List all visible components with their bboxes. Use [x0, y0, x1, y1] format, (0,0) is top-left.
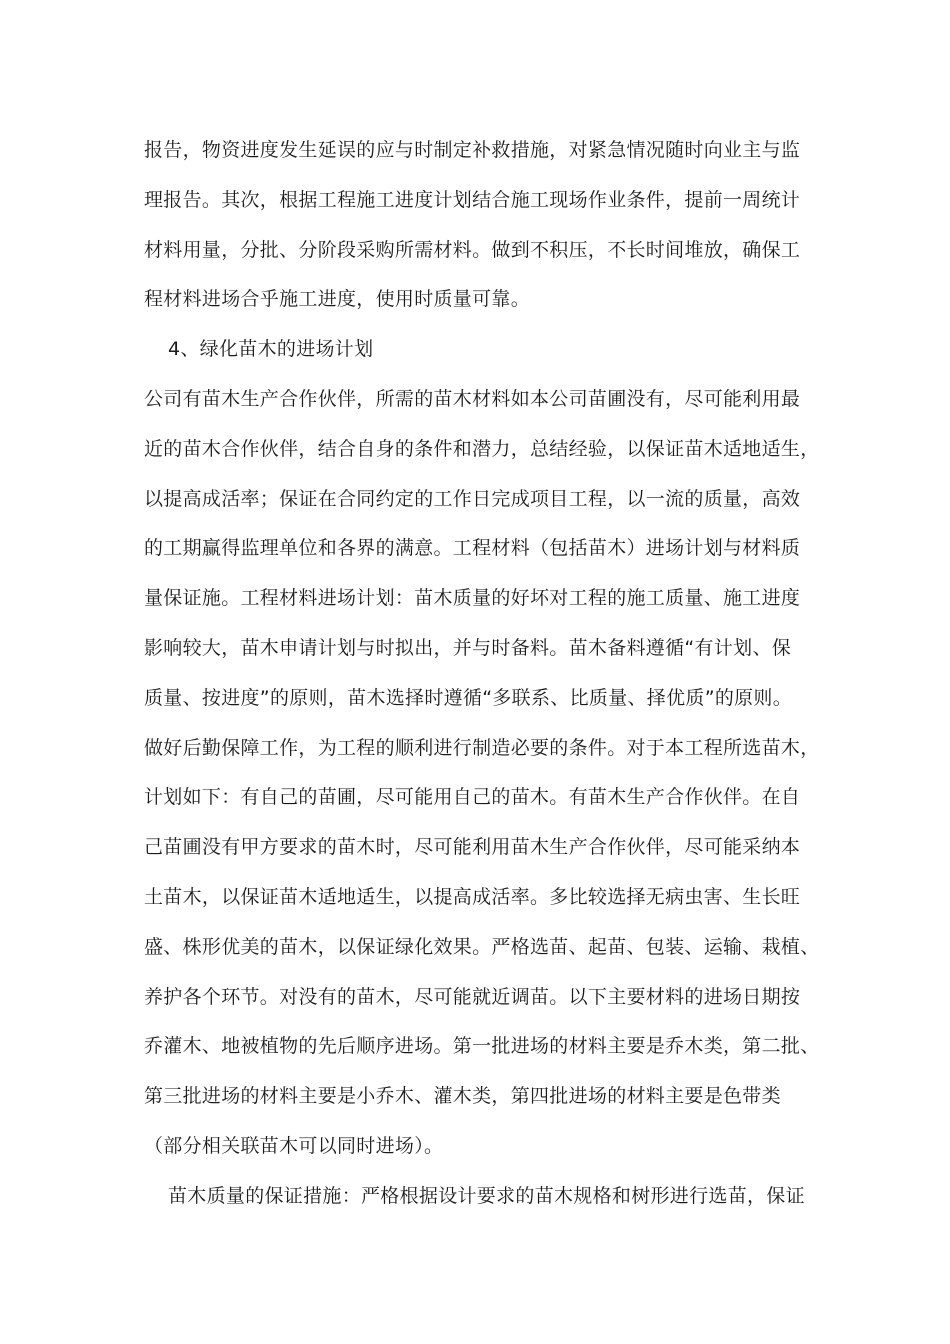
text-line-18: 养护各个环节。对没有的苗木，尽可能就近调苗。以下主要材料的进场日期按	[144, 986, 801, 1008]
section-heading: 4、绿化苗木的进场计划	[168, 338, 374, 360]
text-line-17: 盛、株形优美的苗木，以保证绿化效果。严格选苗、起苗、包装、运输、栽植、	[144, 936, 820, 958]
text-line-10: 量保证施。工程材料进场计划：苗木质量的好坏对工程的施工质量、施工进度	[144, 587, 801, 609]
text-line-9: 的工期赢得监理单位和各界的满意。工程材料（包括苗木）进场计划与材料质	[144, 537, 801, 559]
text-line-22: 苗木质量的保证措施：严格根据设计要求的苗木规格和树形进行选苗，保证	[168, 1185, 805, 1207]
text-line-4: 程材料进场合乎施工进度，使用时质量可靠。	[144, 288, 531, 310]
text-line-2: 理报告。其次，根据工程施工进度计划结合施工现场作业条件，提前一周统计	[144, 189, 801, 211]
text-line-11: 影响较大，苗木申请计划与时拟出，并与时备料。苗木备料遵循“有计划、保	[144, 637, 792, 659]
text-line-16: 土苗木，以保证苗木适地适生，以提高成活率。多比较选择无病虫害、生长旺	[144, 886, 801, 908]
text-line-14: 计划如下：有自己的苗圃，尽可能用自己的苗木。有苗木生产合作伙伴。在自	[144, 786, 801, 808]
text-line-8: 以提高成活率；保证在合同约定的工作日完成项目工程，以一流的质量，高效	[144, 488, 801, 510]
text-line-21: （部分相关联苗木可以同时进场）。	[144, 1135, 444, 1157]
text-line-6: 公司有苗木生产合作伙伴，所需的苗木材料如本公司苗圃没有，尽可能利用最	[144, 388, 801, 410]
text-line-1: 报告，物资进度发生延误的应与时制定补救措施，对紧急情况随时向业主与监	[144, 139, 801, 161]
text-line-7: 近的苗木合作伙伴，结合自身的条件和潜力，总结经验，以保证苗木适地适生，	[144, 438, 820, 460]
text-line-13: 做好后勤保障工作，为工程的顺利进行制造必要的条件。对于本工程所选苗木，	[144, 737, 820, 759]
text-line-12: 质量、按进度”的原则，苗木选择时遵循“多联系、比质量、择优质”的原则。	[144, 687, 793, 709]
text-line-19: 乔灌木、地被植物的先后顺序进场。第一批进场的材料主要是乔木类，第二批、	[144, 1035, 820, 1057]
text-line-3: 材料用量，分批、分阶段采购所需材料。做到不积压，不长时间堆放，确保工	[144, 239, 801, 261]
text-line-20: 第三批进场的材料主要是小乔木、灌木类，第四批进场的材料主要是色带类	[144, 1085, 781, 1107]
text-line-15: 己苗圃没有甲方要求的苗木时，尽可能利用苗木生产合作伙伴，尽可能采纳本	[144, 836, 801, 858]
